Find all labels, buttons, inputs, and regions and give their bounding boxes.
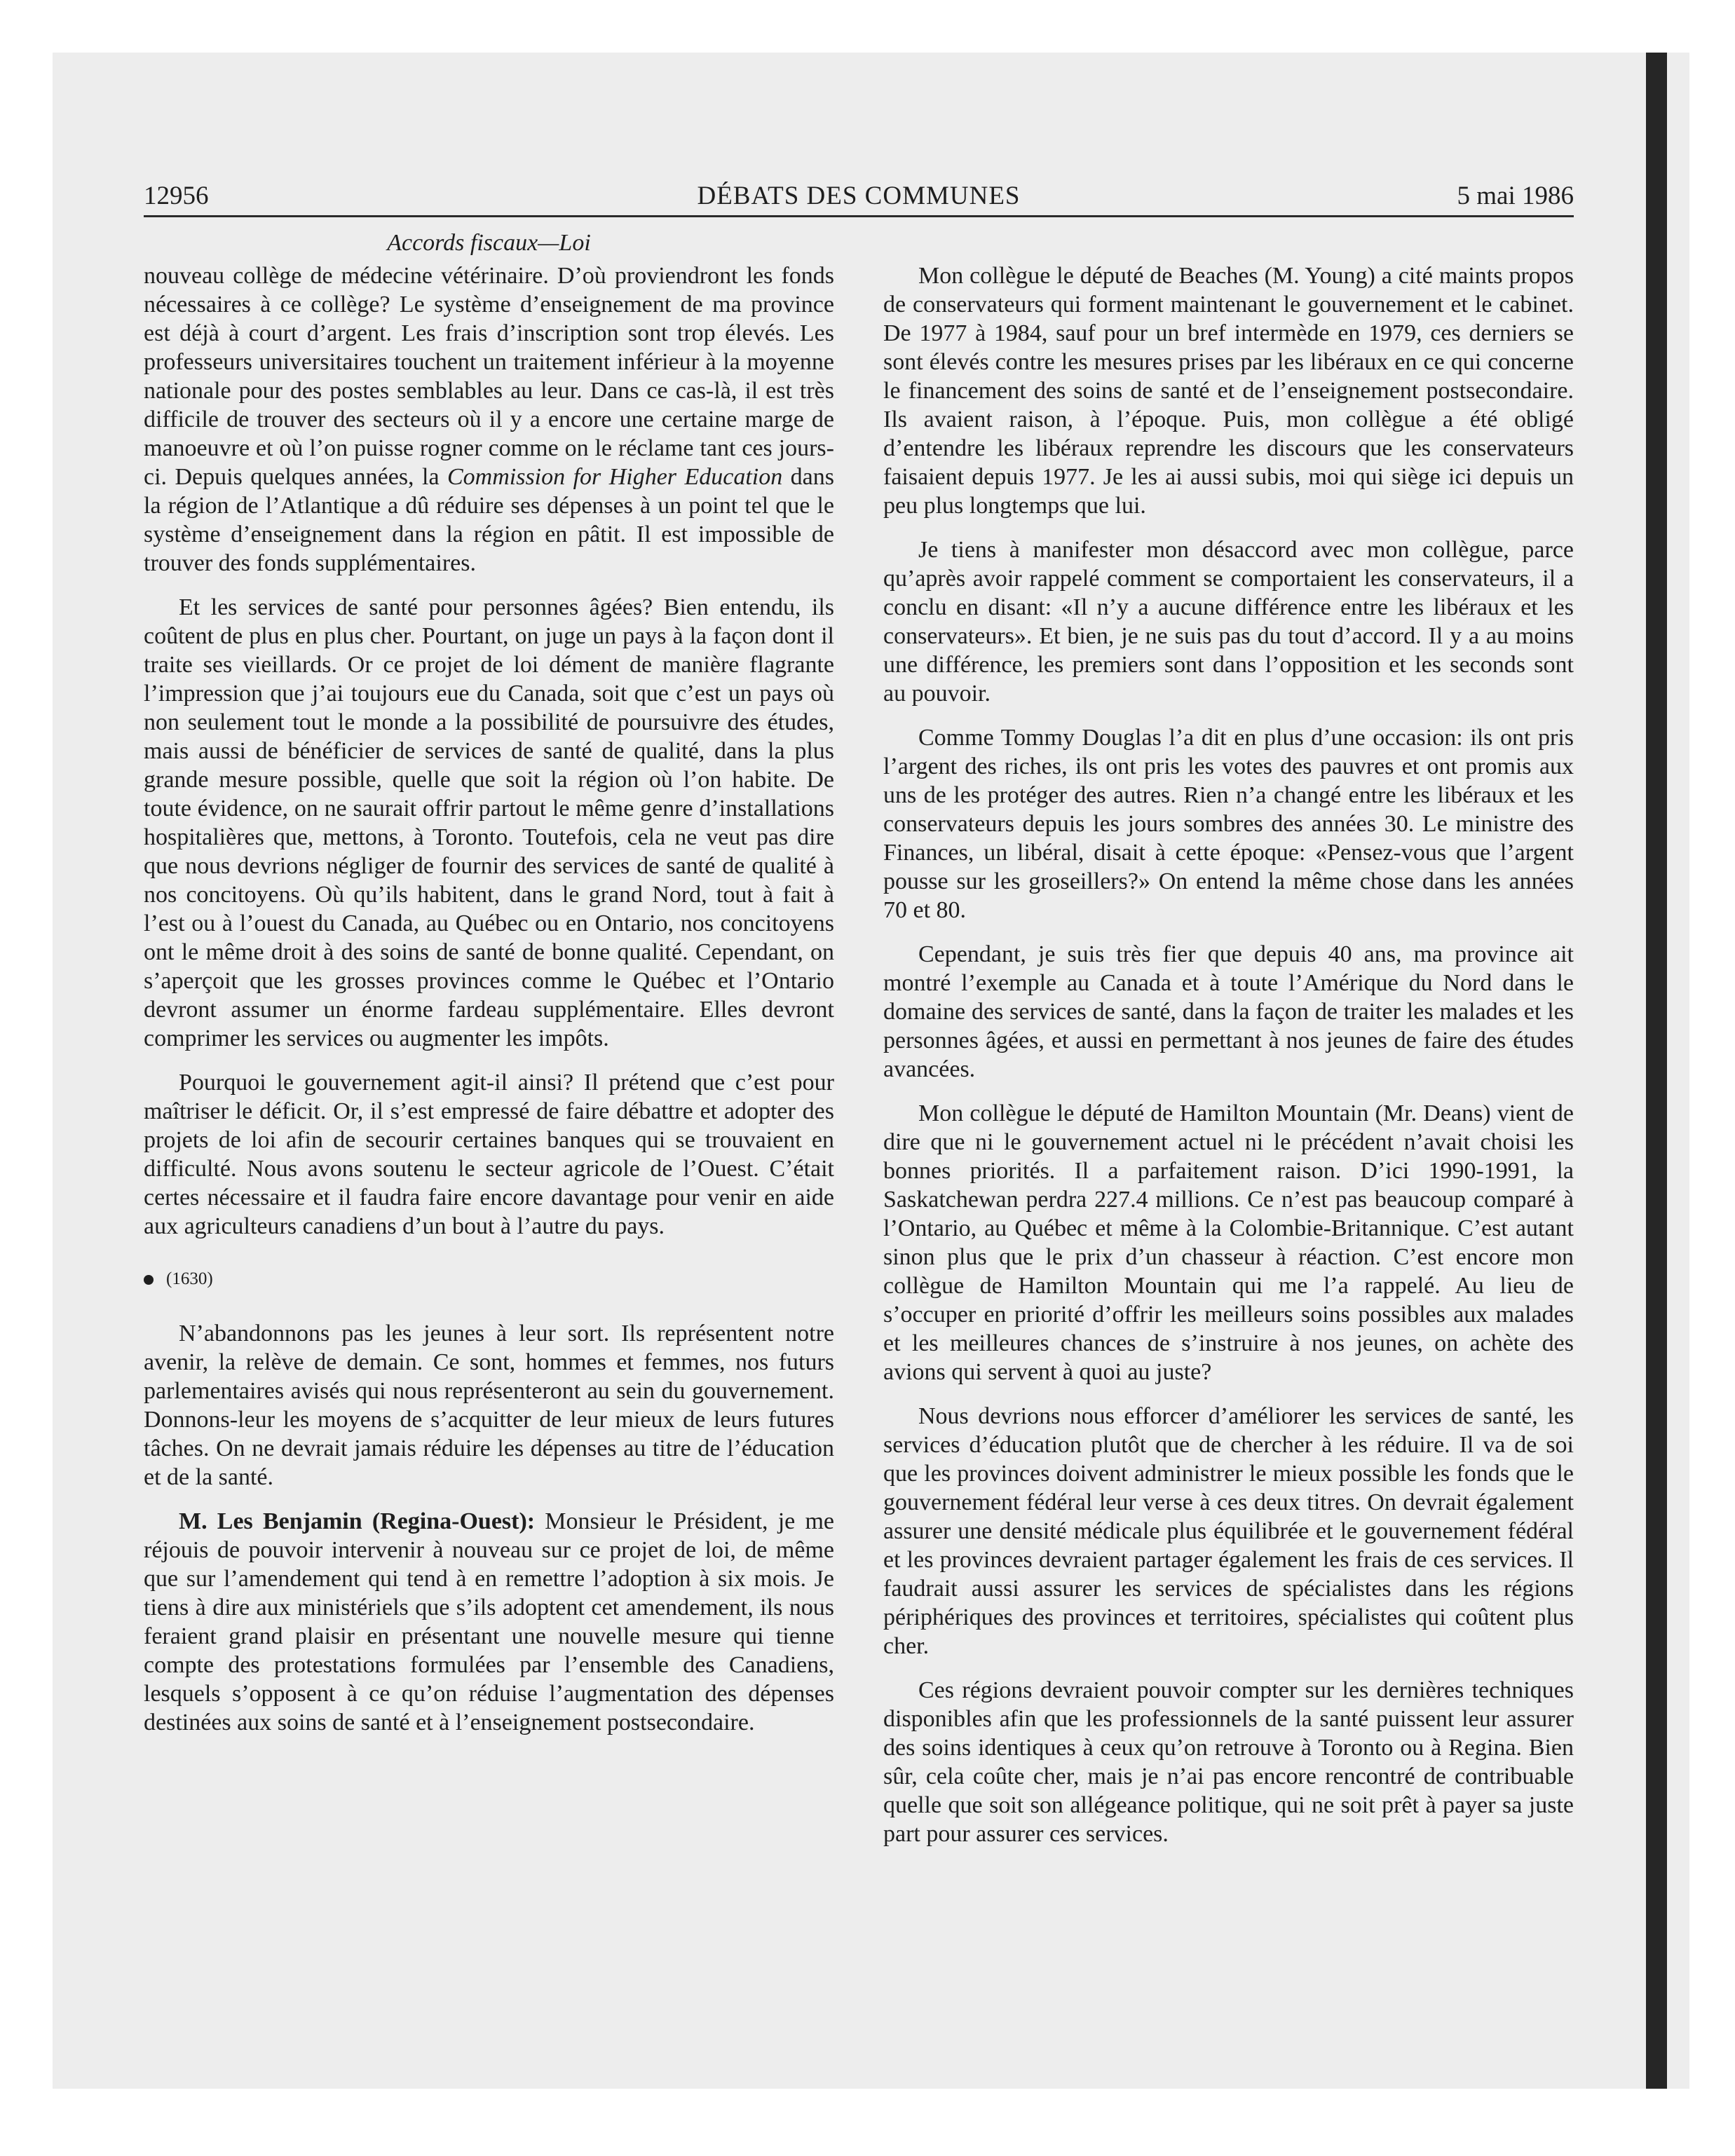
paragraph: Ces régions devraient pouvoir compter sur les dernières techniques disponibles afin que les professionnels de la santé puissent leur assurer des soins identiques à ceux qu’on retrouve à Toronto ou à Regina. Bien sûr, cela coûte cher, mais je n’ai pas encore rencontré de contribuable quelle que soit son allégeance politique, qui ne soit prêt à payer sa juste part pour assurer ces services.: [883, 1677, 1574, 1847]
paragraph-text: dans la région de l’Atlantique a dû réduire ses dépenses à un point tel que le système d’enseignement dans la région en pâtit. Il est impossible de trouver des fonds supplémentaires.: [144, 464, 834, 576]
page-number: 12956: [144, 182, 209, 210]
paragraph: N’abandonnons pas les jeunes à leur sort. Ils représentent notre avenir, la relève de demain. Ce sont, hommes et femmes, nos futurs parlementaires avisés qui nous représenteront au sein du gouvernement. Donnons-leur les moyens de s’acquitter de leur mieux de leurs futures tâches. On ne devrait jamais réduire les dépenses au titre de l’éducation et de la santé.: [144, 1321, 834, 1490]
timestamp-text: (1630): [166, 1269, 213, 1288]
bullet-icon: [144, 1275, 154, 1285]
speaker-name: M. Les Benjamin (Regina-Ouest):: [179, 1508, 536, 1534]
running-header: [144, 179, 1574, 214]
paragraph: Mon collègue le député de Beaches (M. Young) a cité maints propos de conservateurs qui forment maintenant le gouvernement et le cabinet. De 1977 à 1984, sauf pour un bref intermède en 1979, ces derniers se sont élevés contre les mesures prises par les libéraux en ce qui concerne le financement des soins de santé et de l’enseignement postsecondaire. Ils avaient raison, à l’époque. Puis, mon collègue a été obligé d’entendre les libéraux reprendre les discours que les conservateurs faisaient depuis 1977. Je les ai aussi subis, moi qui siège ici depuis un peu plus longtemps que lui.: [883, 263, 1574, 519]
header-date: 5 mai 1986: [1457, 182, 1574, 210]
paragraph: [144, 261, 834, 578]
paragraph: Mon collègue le député de Hamilton Mountain (Mr. Deans) vient de dire que ni le gouvernement actuel ni le précédent n’avait choisi les bonnes priorités. Il a parfaitement raison. D’ici 1990-1991, la Saskatchewan perdra 227.4 millions. Ce n’est pas beaucoup comparé à l’Ontario, au Québec et même à la Colombie-Britannique. C’est autant sinon plus que le prix d’un chasseur à réaction. C’est encore mon collègue de Hamilton Mountain qui me l’a rappelé. Au lieu de s’occuper en priorité d’offrir les meilleurs soins possibles aux malades et les meilleures chances de s’instruire à nos jeunes, on achète des avions qui servent à quoi au juste?: [883, 1100, 1574, 1385]
section-title: Accords fiscaux—Loi: [387, 230, 591, 256]
paragraph: Et les services de santé pour personnes âgées? Bien entendu, ils coûtent de plus en plus cher. Pourtant, on juge un pays à la façon dont il traite ses vieillards. Or ce projet de loi dément de manière flagrante l’impression que j’ai toujours eue du Canada, soit que c’est un pays où non seulement tout le monde a la possibilité de poursuivre des études, mais aussi de bénéficier de services de santé de qualité, dans la plus grande mesure possible, quelle que soit la région où l’on habite. De toute évidence, on ne saurait offrir partout le même genre d’installations hospitalières que, mettons, à Toronto. Toutefois, cela ne veut pas dire que nous devrions négliger de fournir des services de santé de qualité à nos concitoyens. Où qu’ils habitent, dans le grand Nord, tout à fait à l’est ou à l’ouest du Canada, au Québec ou en Ontario, nos concitoyens ont le même droit à des soins de santé de bonne qualité. Cependant, on s’aperçoit que les grosses provinces comme le Québec et l’Ontario devront assumer un énorme fardeau supplémentaire. Elles devront comprimer les services ou augmenter les impôts.: [144, 594, 834, 1051]
paragraph: Cependant, je suis très fier que depuis 40 ans, ma province ait montré l’exemple au Canada et à toute l’Amérique du Nord dans le domaine des services de santé, dans la façon de traiter les malades et les personnes âgées, et aussi en permettant à nos jeunes de faire des études avancées.: [883, 941, 1574, 1082]
right-column: [883, 261, 1574, 1864]
paragraph: Comme Tommy Douglas l’a dit en plus d’une occasion: ils ont pris l’argent des riches, ils ont pris les votes des pauvres et ont promis aux uns de les protéger des autres. Rien n’a changé entre les libéraux et les conservateurs depuis les jours sombres des années 30. Le ministre des Finances, un libéral, disait à cette époque: «Pensez-vous que l’argent pousse sur les groseillers?» On entend la même chose dans les années 70 et 80.: [883, 725, 1574, 923]
left-column: [144, 261, 834, 1752]
paragraph: Pourquoi le gouvernement agit-il ainsi? Il prétend que c’est pour maîtriser le déficit. Or, il s’est empressé de faire débattre et adopter des projets de loi afin de secourir certaines banques qui se trouvaient en difficulté. Nous avons soutenu le secteur agricole de l’Ouest. C’était certes nécessaire et il faudra faire encore davantage pour venir en aide aux agriculteurs canadiens d’un bout à l’autre du pays.: [144, 1070, 834, 1239]
header-rule: [144, 215, 1574, 217]
publication-title: DÉBATS DES COMMUNES: [697, 182, 1021, 210]
paragraph-text: nouveau collège de médecine vétérinaire. D’où proviendront les fonds nécessaires à ce collège? Le système d’enseignement de ma province est déjà à court d’argent. Les frais d’inscription sont trop élevés. Les professeurs universitaires touchent un traitement inférieur à la moyenne nationale pour des postes semblables au leur. Dans ce cas-là, il est très difficile de trouver des secteurs où il y a encore une certaine marge de manoeuvre et où l’on puisse rogner comme on le réclame tant ces jours-ci. Depuis quelques années, la: [144, 263, 834, 490]
document-page: [144, 179, 1574, 2043]
speech-paragraph: [144, 1507, 834, 1737]
paragraph: Je tiens à manifester mon désaccord avec mon collègue, parce qu’après avoir rappelé comment se comportaient les conservateurs, il a conclu en disant: «Il n’y a aucune différence entre les libéraux et les conservateurs». Et bien, je ne suis pas du tout d’accord. Il y a au moins une différence, les premiers sont dans l’opposition et les seconds sont au pouvoir.: [883, 537, 1574, 707]
timestamp: [144, 1267, 834, 1291]
scan-edge-bar: [1646, 53, 1667, 2089]
institution-name: Commission for Higher Education: [447, 464, 783, 490]
paragraph-text: Monsieur le Président, je me réjouis de pouvoir intervenir à nouveau sur ce projet de loi, de même que sur l’amendement qui tend à en remettre l’adoption à six mois. Je tiens à dire aux ministériels que s’ils adoptent cet amendement, ils nous feraient grand plaisir en présentant une nouvelle mesure qui tienne compte des protestations formulées par l’ensemble des Canadiens, lesquels s’opposent à ce qu’on réduise l’augmentation des dépenses destinées aux soins de santé et à l’enseignement postsecondaire.: [144, 1508, 834, 1735]
paragraph: Nous devrions nous efforcer d’améliorer les services de santé, les services d’éducation plutôt que de chercher à les réduire. Il va de soi que les provinces doivent administrer le mieux possible les fonds que le gouvernement fédéral leur verse à ces deux titres. On devrait également assurer une densité médicale plus équilibrée et le gouvernement fédéral et les provinces devraient partager également les frais de ces services. Il faudrait aussi assurer les services de spécialistes dans les régions périphériques des provinces et territoires, spécialistes qui coûtent plus cher.: [883, 1403, 1574, 1659]
